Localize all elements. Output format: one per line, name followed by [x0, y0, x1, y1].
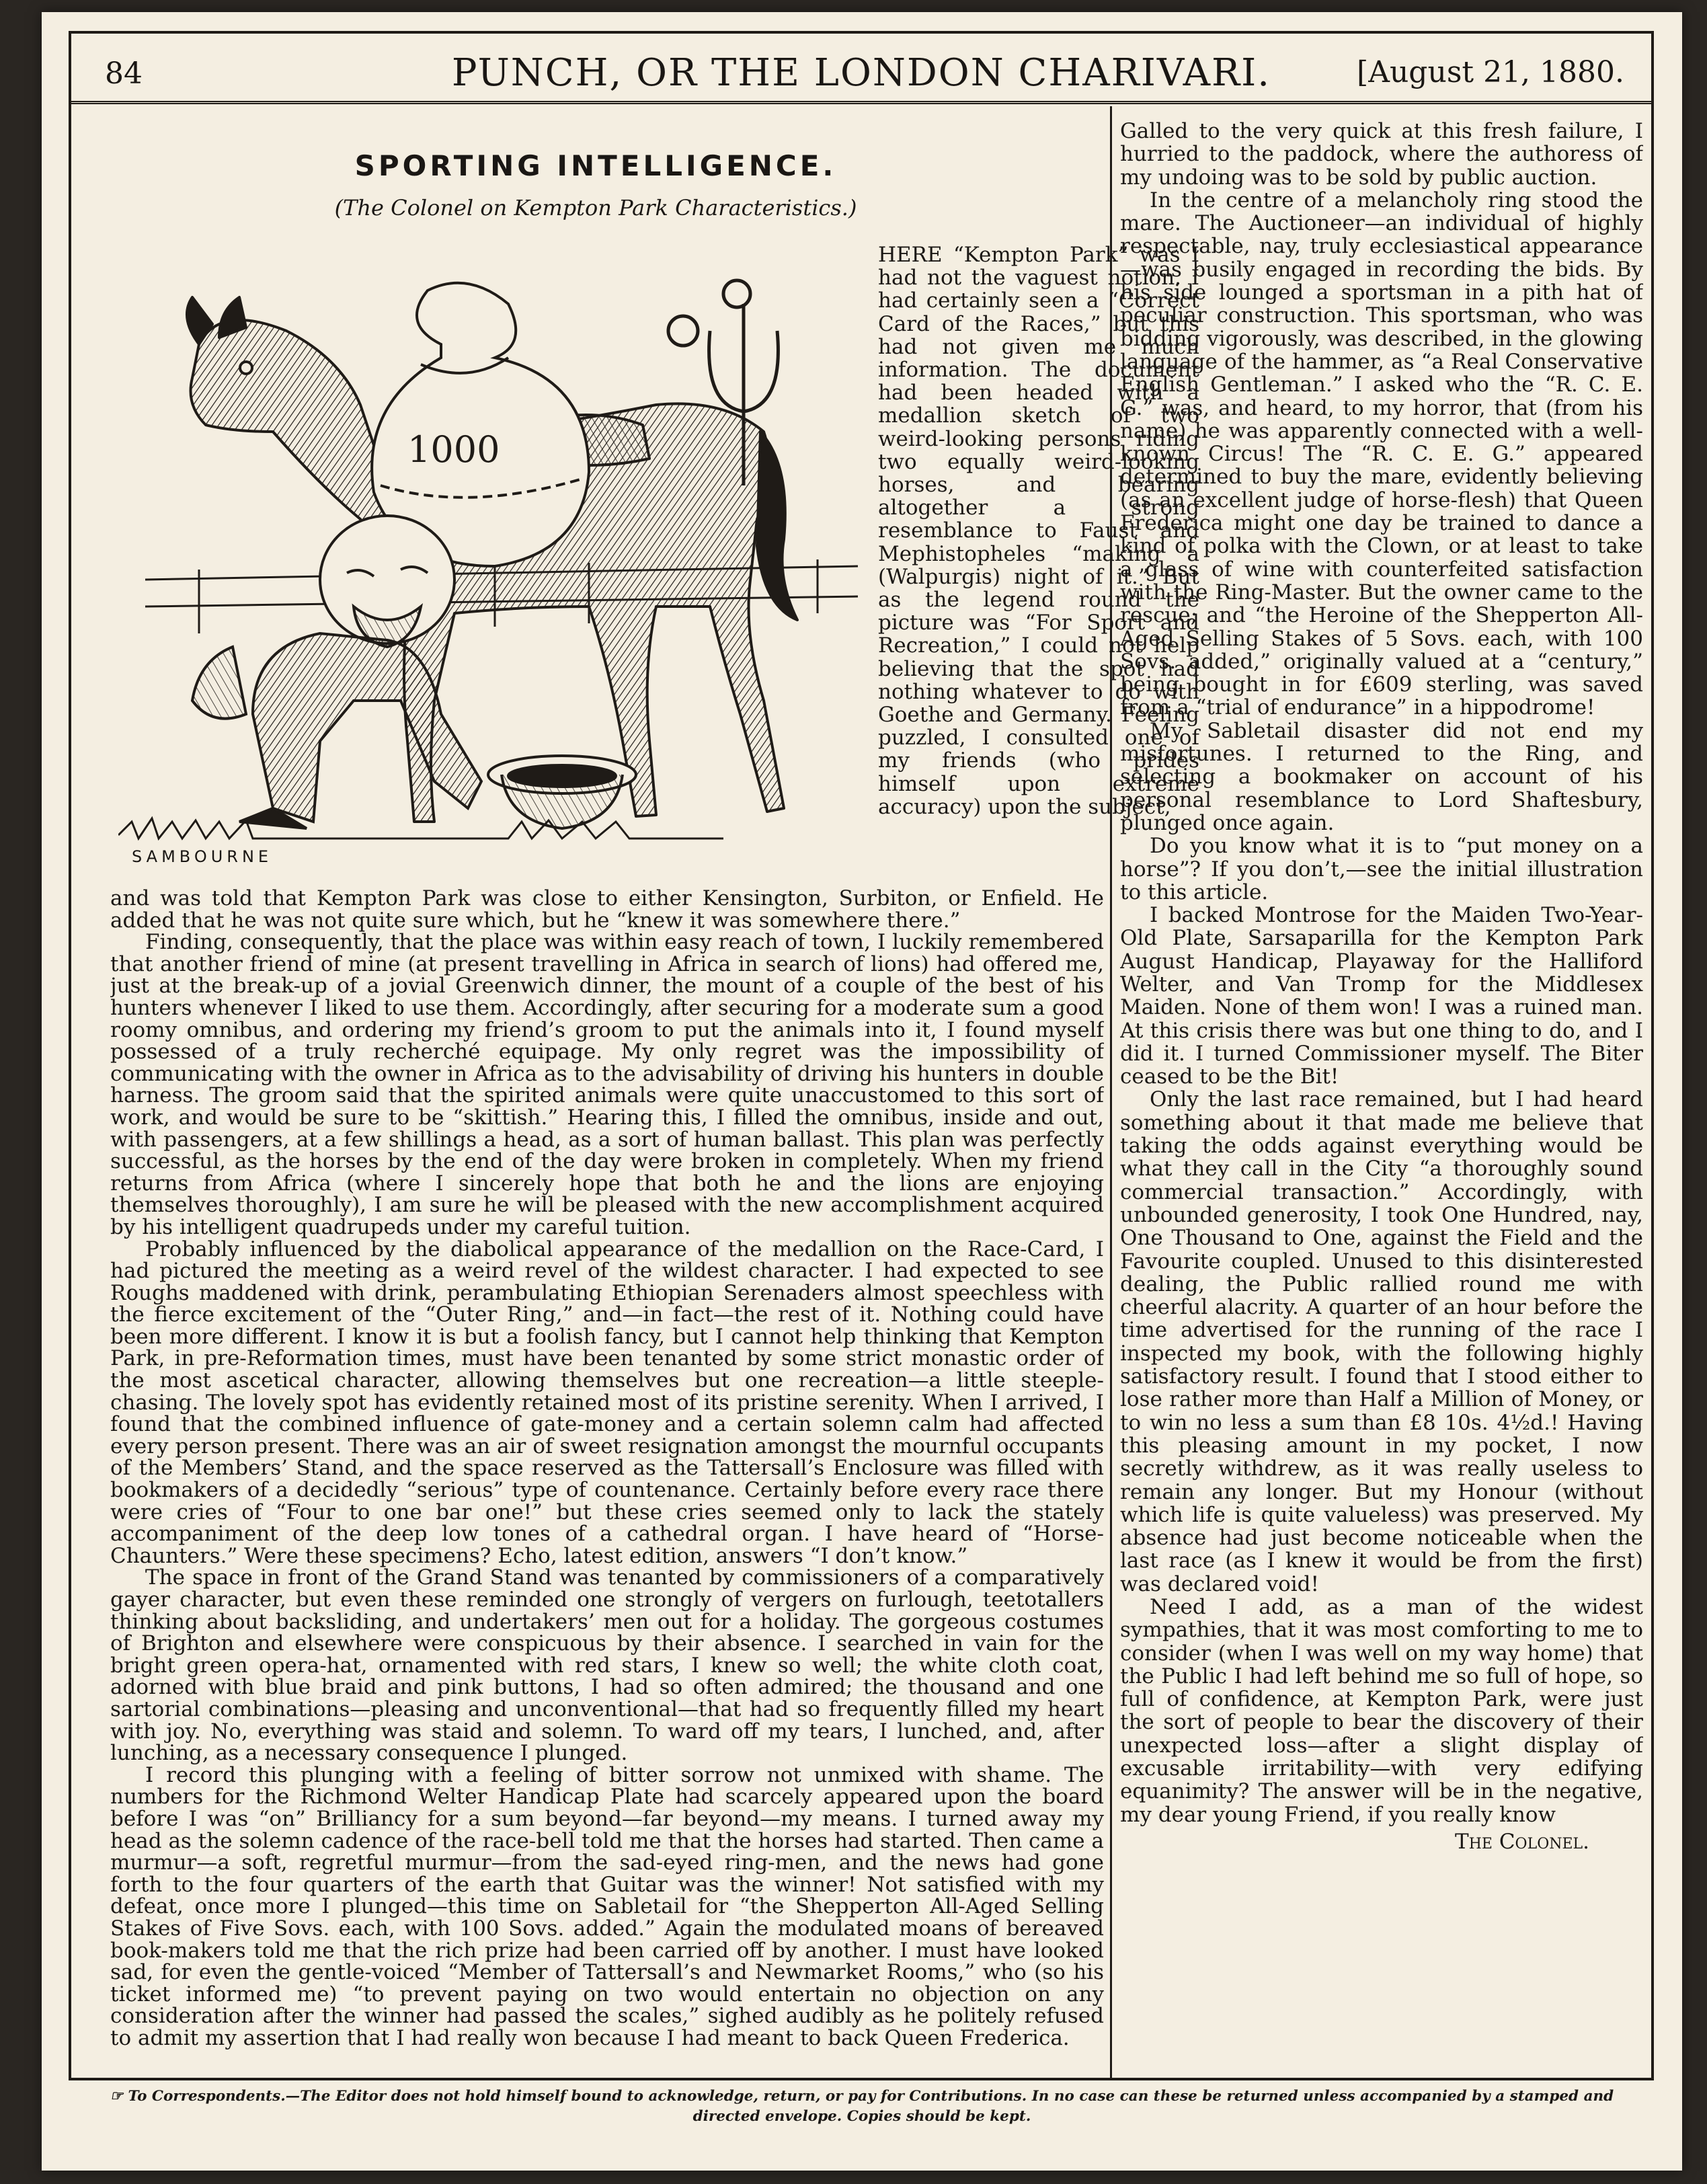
paragraph: Probably influenced by the diabolical appearance of the medallion on the Race-Card, I had pictured the meeting as a weird revel of the wildest character. I had expected to see Roughs maddened with drink, perambulating Ethiopian Serenaders almost speechless with the fierce excitement of the “Outer Ring,” and—in fact—the rest of it. Nothing could have been more different. I know it is but a foolish fancy, but I cannot help thinking that Kempton Park, in pre-Reformation times, must have been tenanted by some strict monastic order of the most ascetical character, allowing themselves but one recreation—a little steeple-chasing. The lovely spot has evidently retained most of its pristine serenity. When I arrived, I found that the combined influence of gate-money and a certain solemn calm had affected every person present. There was an air of sweet resignation amongst the mournful occupants of the Members’ Stand, and the space reserved as the Tattersall’s Enclosure was filled with bookmakers of a decidedly “serious” type of countenance. Certainly before every race there were cries of “Four to one bar one!” but these cries seemed only to lack the stately accompaniment of the deep low tones of a cathedral organ. I have heard of “Horse-Chaunters.” Were these specimens? Echo, latest edition, answers “I don’t know.”: [110, 1237, 1104, 1568]
page-frame: [69, 31, 1654, 2080]
article-subtitle: (The Colonel on Kempton Park Characteristics.): [334, 195, 857, 221]
article-heading: SPORTING INTELLIGENCE.: [354, 149, 837, 182]
newspaper-page: [42, 12, 1682, 2171]
left-column-body: [110, 888, 1104, 2098]
correspondents-notice: ☞ To Correspondents.—The Editor does not hold himself bound to acknowledge, return, or pay for Contributions. In no case can these be returned unless accompanied by a stamped and directed envelope. Copies should be kept.: [110, 2088, 1614, 2125]
publication-title: PUNCH, OR THE LONDON CHARIVARI.: [451, 51, 1271, 95]
author-signature: The Colonel.: [1455, 1829, 1589, 1854]
issue-date: [August 21, 1880.: [1357, 55, 1624, 89]
right-column-body: [1120, 120, 1643, 2097]
paragraph: Only the last race remained, but I had heard something about it that made me believe that taking the odds against everything would be what they call in the City “a thoroughly sound commercial transaction.” Accordingly, with unbounded generosity, I took One Hundred, nay, One Thousand to One, against the Field and the Favourite coupled. Unused to this disinterested dealing, the Public rallied round me with cheerful alacrity. A quarter of an hour before the time advertised for the running of the race I inspected my book, with the following highly satisfactory result. I found that I stood either to lose rather more than Half a Million of Money, or to win no less a sum than £8 10s. 4½d.! Having this pleasing amount in my pocket, I now secretly withdrew, as it was really useless to remain any longer. But my Honour (without which life is quite valueless) was preserved. My absence had just become noticeable when the last race (as I knew it would be from the first) was declared void!: [1120, 1087, 1643, 1596]
illustrator-signature: SAMBOURNE: [132, 847, 273, 866]
page-number: 84: [105, 56, 143, 91]
paragraph: My Sabletail disaster did not end my misfortunes. I returned to the Ring, and selecting a bookmaker on account of his personal resemblance to Lord Shaftesbury, plunged once again.: [1120, 718, 1643, 835]
paragraph: I record this plunging with a feeling of bitter sorrow not unmixed with shame. The numbers for the Richmond Welter Handicap Plate had scarcely appeared upon the board before I was “on” Brilliancy for a sum beyond—far beyond—my means. I turned away my head as the solemn cadence of the race-bell told me that the horses had started. Then came a murmur—a soft, regretful murmur—from the sad-eyed ring-men, and the news had gone forth to the four quarters of the earth that Guitar was the winner! Not satisfied with my defeat, once more I plunged—this time on Sabletail for “the Shepperton All-Aged Selling Stakes of Five Sovs. each, with 100 Sovs. added.” Again the modulated moans of bereaved book-makers told me that the rich prize had been carried off by another. I must have looked sad, for even the gentle-voiced “Member of Tattersall’s and Newmarket Rooms,” who (so his ticket informed me) “to prevent paying on two would entertain no objection on any consideration after the winner had passed the scales,” sighed audibly as he politely refused to admit my assertion that I had really won because I had meant to back Queen Frederica.: [110, 1762, 1104, 2050]
paragraph: and was told that Kempton Park was close to either Kensington, Surbiton, or Enfield. He added that he was not quite sure which, but he “knew it was somewhere there.”: [110, 888, 1104, 933]
paragraph: The space in front of the Grand Stand was tenanted by commissioners of a comparatively gayer character, but even these reminded one strongly of vergers on furlough, teetotallers thinking about backsliding, and undertakers’ men out for a holiday. The gorgeous costumes of Brighton and elsewhere were conspicuous by their absence. I searched in vain for the bright green opera-hat, ornamented with red stars, I knew so well; the white cloth coat, adorned with blue braid and pink buttons, I had so often admired; the thousand and one sartorial combinations—pleasing and unconventional—that had so frequently filled my heart with joy. No, everything was staid and solemn. To ward off my tears, I lunched, and, after lunching, as a necessary consequence I plunged.: [110, 1565, 1104, 1766]
paragraph: Do you know what it is to “put money on a horse”? If you don’t,—see the initial illustration to this article.: [1120, 834, 1643, 904]
paragraph: I backed Montrose for the Maiden Two-Year-Old Plate, Sarsaparilla for the Kempton Park August Handicap, Playaway for the Halliford Welter, and Van Tromp for the Middlesex Maiden. None of them won! I was a ruined man. At this crisis there was but one thing to do, and I did it. I turned Commissioner myself. The Biter ceased to be the Bit!: [1120, 903, 1643, 1089]
money-bag-label: 1000: [407, 428, 500, 471]
top-hat: [488, 756, 636, 828]
paragraph: Need I add, as a man of the widest sympathies, that it was most comforting to me to consider (when I was well on my way home) that the Public I had left behind me so full of hope, so full of confidence, at Kempton Park, were just the sort of people to bear the discovery of their unexpected loss—after a slight display of excusable irritability—with very edifying equanimity? The answer will be in the negative, my dear young Friend, if you really know: [1120, 1595, 1643, 1827]
paragraph: In the centre of a melancholy ring stood the mare. The Auctioneer—an individual of highly respectable, nay, truly ecclesiastical appearance—was busily engaged in recording the bids. By his side lounged a sportsman in a pith hat of peculiar construction. This sportsman, who was bidding vigorously, was described, in the glowing language of the hammer, as “a Real Conservative English Gentleman.” I asked who the “R. C. E. G.” was, and heard, to my horror, that (from his name) he was apparently connected with a well-known Circus! The “R. C. E. G.” appeared determined to buy the mare, evidently believing (as an excellent judge of horse-flesh) that Queen Frederica might one day be trained to dance a kind of polka with the Clown, or at least to take a glass of wine with counterfeited satisfaction with the Ring-Master. But the owner came to the rescue; and “the Heroine of the Shepperton All-Aged Selling Stakes of 5 Sovs. each, with 100 Sovs. added,” originally valued at a “century,” being bought in for £609 sterling, was saved from a “trial of endurance” in a hippodrome!: [1120, 188, 1643, 720]
intro-paragraph: HERE “Kempton Park” was I had not the vaguest notion. I had certainly seen a “Correct Card of the Races,” but this had not given me much information. The document had been headed with a medallion sketch of two weird-looking persons riding two equally weird-looking horses, and bearing altogether a strong resemblance to Faust and Mephistopheles “making a (Walpurgis) night of it.” But as the legend round the picture was “For Sport and Recreation,” I could not help believing that the spot had nothing whatever to do with Goethe and Germany. Feeling puzzled, I consulted one of my friends (who prides himself upon extreme accuracy) upon the subject,: [878, 243, 1199, 819]
masthead: [71, 34, 1651, 104]
cartoon-illustration: [118, 230, 871, 869]
paragraph: Finding, consequently, that the place was within easy reach of town, I luckily remembered that another friend of mine (at present travelling in Africa in search of lions) had offered me, just at the break-up of a jovial Greenwich dinner, the mount of a couple of the best of his hunters whenever I liked to use them. Accordingly, after securing for a moderate sum a good roomy omnibus, and ordering my friend’s groom to put the animals into it, I found myself possessed of a truly recherché equipage. My only regret was the impossibility of communicating with the owner in Africa as to the advisability of driving his hunters in double harness. The groom said that the spirited animals were quite unaccustomed to this sort of work, and would be sure to be “skittish.” Hearing this, I filled the omnibus, inside and out, with passengers, at a few shillings a head, as a sort of human ballast. This plan was perfectly successful, as the horses by the end of the day were broken in completely. When my friend returns from Africa (where I sincerely hope that both he and the lions are enjoying themselves thoroughly), I am sure he will be pleased with the new accomplishment acquired by his intelligent quadrupeds under my careful tuition.: [110, 930, 1104, 1239]
paragraph: Galled to the very quick at this fresh failure, I hurried to the paddock, where the authoress of my undoing was to be sold by public auction.: [1120, 120, 1643, 190]
